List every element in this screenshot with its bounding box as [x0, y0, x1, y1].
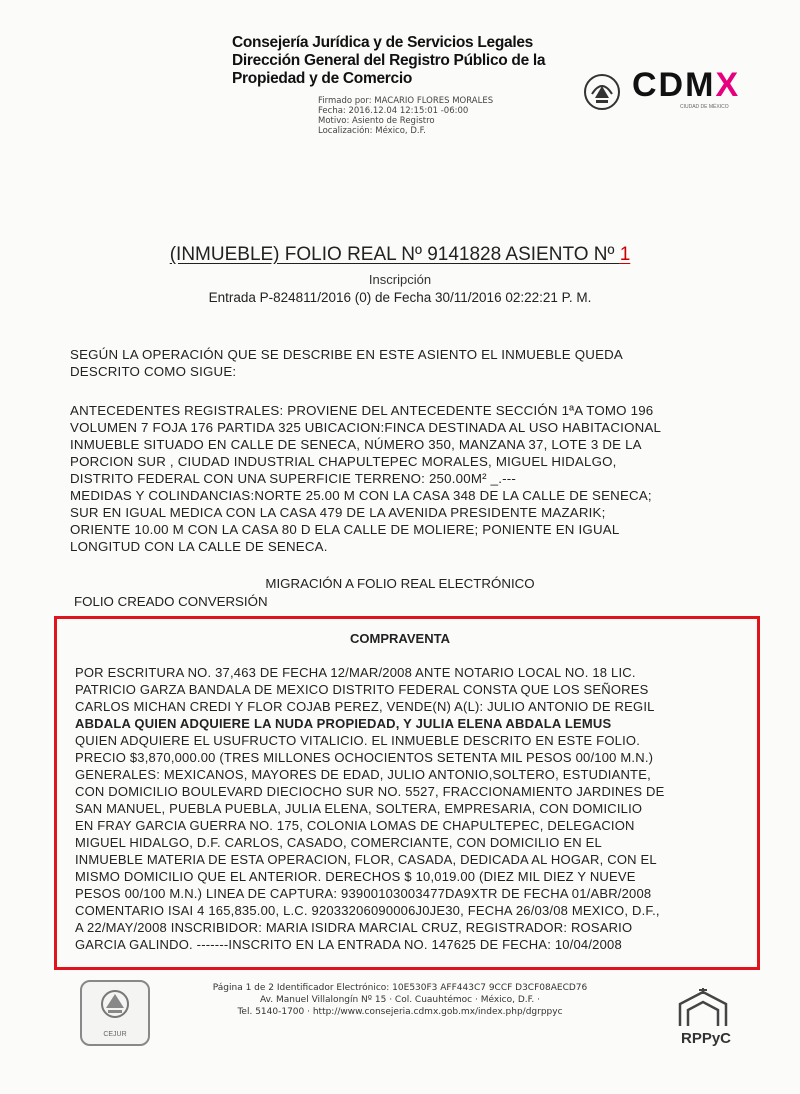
header-line: Consejería Jurídica y de Servicios Legales — [232, 34, 533, 51]
text-line: PATRICIO GARZA BANDALA DE MEXICO DISTRITO FEDERAL CONSTA QUE LOS SEÑORES — [75, 682, 649, 697]
text-line: ABDALA QUIEN ADQUIERE LA NUDA PROPIEDAD, Y JULIA ELENA ABDALA LEMUS — [75, 716, 612, 731]
text-line: CARLOS MICHAN CREDI Y FLOR COJAB PEREZ, VENDE(N) A(L): JULIO ANTONIO DE REGIL — [75, 699, 655, 714]
text-line: ANTECEDENTES REGISTRALES: PROVIENE DEL ANTECEDENTE SECCIÓN 1ªA TOMO 196 — [70, 403, 654, 418]
inscripcion-label: Inscripción — [368, 272, 432, 287]
entrada-line: Entrada P-824811/2016 (0) de Fecha 30/11/2016 02:22:21 P. M. — [208, 290, 592, 305]
compraventa-title: COMPRAVENTA — [350, 631, 450, 646]
text-line: CON DOMICILIO BOULEVARD DIECIOCHO SUR NO. 5527, FRACCIONAMIENTO JARDINES DE — [75, 784, 665, 799]
text-line: SEGÚN LA OPERACIÓN QUE SE DESCRIBE EN ESTE ASIENTO EL INMUEBLE QUEDA — [70, 347, 624, 362]
cejur-label: CEJUR — [103, 1031, 127, 1038]
footer-contact-link[interactable]: Tel. 5140-1700 · http://www.consejeria.cdmx.gob.mx/index.php/dgrppyc — [237, 1007, 563, 1017]
text-line: DISTRITO FEDERAL CON UNA SUPERFICIE TERRENO: 250.00M² _.--- — [70, 471, 516, 486]
logo-m: M — [685, 66, 716, 104]
text-line: PORCION SUR , CIUDAD INDUSTRIAL CHAPULTEPEC MORALES, MIGUEL HIDALGO, — [70, 454, 617, 469]
text-line: LONGITUD CON LA CALLE DE SENECA. — [70, 539, 328, 554]
text-line: INMUEBLE MATERIA DE ESTA OPERACION, FLOR, CASADA, DEDICADA AL HOGAR, CON EL — [75, 852, 657, 867]
rppyc-building-icon — [672, 986, 734, 1030]
digital-signature-block — [318, 96, 493, 136]
text-line: COMENTARIO ISAI 4 165,835.00, L.C. 92033206090006J0JE30, FECHA 26/03/08 MEXICO, D.F., — [75, 903, 660, 918]
logo-subtitle: CIUDAD DE MÉXICO — [680, 104, 729, 110]
text-line: GARCIA GALINDO. -------INSCRITO EN LA ENTRADA NO. 147625 DE FECHA: 10/04/2008 — [75, 937, 622, 952]
institution-header — [232, 34, 582, 88]
signature-line: Fecha: 2016.12.04 12:15:01 -06:00 — [318, 106, 469, 116]
cdmx-seal-icon — [582, 72, 622, 112]
text-line: EN FRAY GARCIA GUERRA NO. 175, COLONIA LOMAS DE CHAPULTEPEC, DELEGACION — [75, 818, 635, 833]
text-line: POR ESCRITURA NO. 37,463 DE FECHA 12/MAR/2008 ANTE NOTARIO LOCAL NO. 18 LIC. — [75, 665, 636, 680]
text-line: PESOS 00/100 M.N.) LINEA DE CAPTURA: 93900103003477DA9XTR DE FECHA 01/ABR/2008 — [75, 886, 652, 901]
cdmx-logo — [632, 66, 740, 105]
antecedentes-paragraph — [70, 402, 750, 555]
text-line: A 22/MAY/2008 INSCRIBIDOR: MARIA ISIDRA MARCIAL CRUZ, REGISTRADOR: ROSARIO — [75, 920, 633, 935]
text-line: DESCRITO COMO SIGUE: — [70, 364, 237, 379]
text-line: GENERALES: MEXICANOS, MAYORES DE EDAD, JULIO ANTONIO,SOLTERO, ESTUDIANTE, — [75, 767, 651, 782]
text-line: ORIENTE 10.00 M CON LA CASA 80 D ELA CALLE DE MOLIERE; PONIENTE EN IGUAL — [70, 522, 620, 537]
logo-x: X — [715, 66, 741, 104]
text-line: MEDIDAS Y COLINDANCIAS:NORTE 25.00 M CON LA CASA 348 DE LA CALLE DE SENECA; — [70, 488, 652, 503]
text-line: SUR EN IGUAL MEDICA CON LA CASA 479 DE LA AVENIDA PRESIDENTE MAZARIK; — [70, 505, 606, 520]
header-line: Propiedad y de Comercio — [232, 70, 413, 87]
text-line: QUIEN ADQUIERE EL USUFRUCTO VITALICIO. EL INMUEBLE DESCRITO EN ESTE FOLIO. — [75, 733, 641, 748]
intro-paragraph — [70, 346, 750, 380]
compraventa-paragraph — [75, 664, 747, 953]
migracion-heading: MIGRACIÓN A FOLIO REAL ELECTRÓNICO — [265, 576, 535, 591]
signature-line: Localización: México, D.F. — [318, 126, 426, 136]
text-line: MIGUEL HIDALGO, D.F. CARLOS, CASADO, COMERCIANTE, CON DOMICILIO EN EL — [75, 835, 602, 850]
footer-address: Av. Manuel Villalongín Nº 15 · Col. Cuauhtémoc · México, D.F. · — [260, 995, 540, 1005]
folio-text: (INMUEBLE) FOLIO REAL Nº 9141828 ASIENTO Nº — [169, 244, 620, 265]
text-line: INMUEBLE SITUADO EN CALLE DE SENECA, NÚMERO 350, MANZANA 37, LOTE 3 DE LA — [70, 437, 642, 452]
logo-cd: CD — [632, 66, 686, 104]
text-line: SAN MANUEL, PUEBLA PUEBLA, JULIA ELENA, SOLTERA, EMPRESARIA, CON DOMICILIO — [75, 801, 643, 816]
rppyc-label: RPPyC — [680, 1030, 732, 1047]
text-line: PRECIO $3,870,000.00 (TRES MILLONES OCHOCIENTOS SETENTA MIL PESOS 00/100 M.N.) — [75, 750, 654, 765]
text-line: MISMO DOMICILIO QUE EL ANTERIOR. DERECHOS $ 10,019.00 (DIEZ MIL DIEZ Y NUEVE — [75, 869, 636, 884]
folio-creado-line: FOLIO CREADO CONVERSIÓN — [74, 594, 268, 609]
text-line: VOLUMEN 7 FOJA 176 PARTIDA 325 UBICACION:FINCA DESTINADA AL USO HABITACIONAL — [70, 420, 662, 435]
folio-title — [0, 244, 800, 266]
footer-page-id: Página 1 de 2 Identificador Electrónico: 10E530F3 AFF443C7 9CCF D3CF08AECD76 — [212, 983, 588, 993]
signature-line: Motivo: Asiento de Registro — [318, 116, 435, 126]
signature-line: Firmado por: MACARIO FLORES MORALES — [318, 96, 494, 106]
asiento-number: 1 — [619, 244, 631, 265]
header-line: Dirección General del Registro Público de la — [232, 52, 546, 69]
